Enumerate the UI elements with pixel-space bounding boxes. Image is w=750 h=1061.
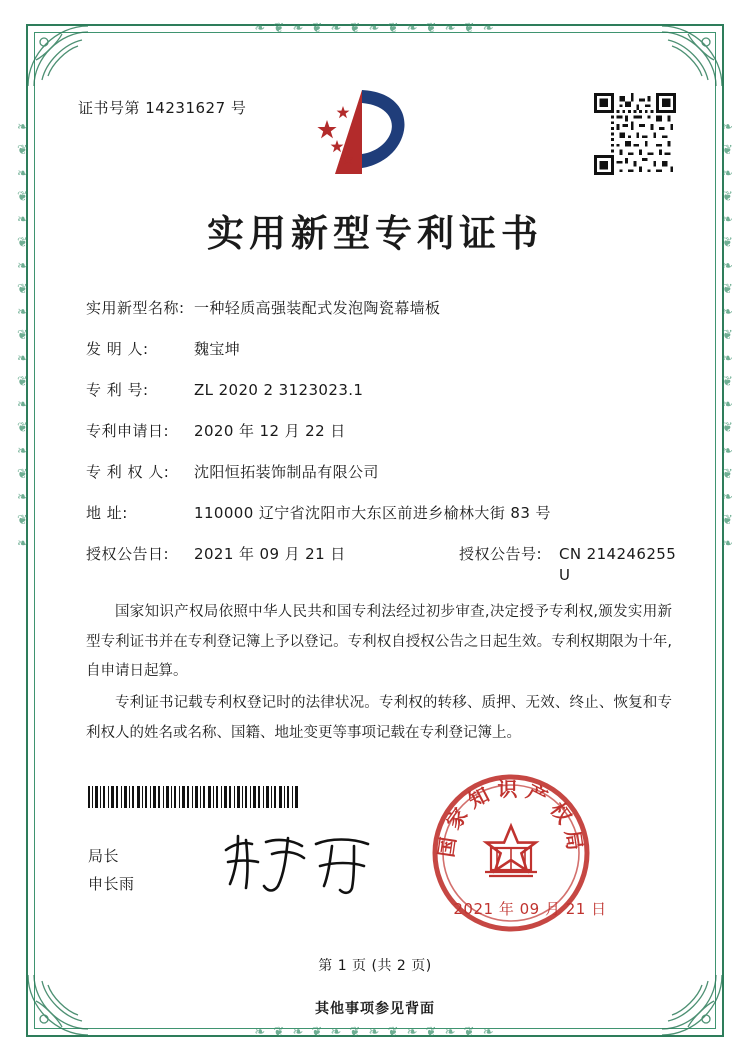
field-list — [86, 298, 680, 606]
field-value: 沈阳恒拓装饰制品有限公司 — [194, 463, 379, 481]
field-label: 实用新型名称: — [86, 299, 185, 317]
director-name-label: 申长雨 — [88, 874, 135, 893]
field-value-secondary: CN 214246255 U — [559, 545, 677, 584]
body-text — [86, 598, 672, 751]
field-label: 地 址: — [86, 504, 128, 522]
corner-ornament-icon — [656, 20, 728, 92]
field-row — [86, 503, 680, 524]
field-label: 授权公告日: — [86, 545, 170, 563]
edge-ornament-right: ❧ ❦ ❧ ❦ ❧ ❦ ❧ ❦ ❧ ❦ ❧ ❦ ❧ ❦ ❧ ❦ ❧ ❦ ❧ — [720, 120, 735, 554]
paragraph: 专利证书记载专利权登记时的法律状况。专利权的转移、质押、无效、终止、恢复和专利权人的姓名或名称、国籍、地址变更等事项记载在专利登记簿上。 — [86, 695, 672, 741]
field-row — [86, 298, 680, 319]
edge-ornament-top: ❧ ❦ ❧ ❦ ❧ ❦ ❧ ❦ ❧ ❦ ❧ ❦ ❧ — [254, 21, 496, 36]
edge-ornament-left: ❧ ❦ ❧ ❦ ❧ ❦ ❧ ❦ ❧ ❦ ❧ ❦ ❧ ❦ ❧ ❦ ❧ ❦ ❧ — [15, 120, 30, 554]
field-label-secondary: 授权公告号: — [459, 545, 543, 563]
barcode-icon — [88, 786, 300, 808]
seal-date: 2021 年 09 月 21 日 — [453, 900, 607, 918]
field-row — [86, 339, 680, 360]
field-value: ZL 2020 2 3123023.1 — [194, 381, 364, 399]
field-row — [86, 421, 680, 442]
handwritten-signature-icon — [212, 824, 392, 898]
field-row — [86, 462, 680, 483]
qr-code-icon — [594, 93, 676, 175]
field-value: 魏宝坤 — [194, 340, 241, 358]
cnipa-logo-icon — [305, 78, 425, 188]
director-role-label: 局长 — [88, 847, 120, 865]
field-label: 专 利 号: — [86, 381, 149, 399]
corner-ornament-icon — [22, 20, 94, 92]
signature-labels — [88, 843, 135, 899]
field-value: 一种轻质高强装配式发泡陶瓷幕墙板 — [194, 299, 441, 317]
page-title: 实用新型专利证书 — [207, 211, 543, 255]
field-row — [86, 380, 680, 401]
field-label: 专 利 权 人: — [86, 463, 170, 481]
field-label: 专利申请日: — [86, 422, 170, 440]
footnote: 其他事项参见背面 — [315, 1001, 435, 1017]
paragraph: 国家知识产权局依照中华人民共和国专利法经过初步审查,决定授予专利权,颁发实用新型专利证书并在专利登记簿上予以登记。专利权自授权公告之日起生效。专利权期限为十年,自申请日起算。 — [86, 604, 672, 680]
certificate-number: 证书号第 14231627 号 — [78, 99, 247, 117]
field-value: 2020 年 12 月 22 日 — [194, 422, 346, 440]
field-label: 发 明 人: — [86, 340, 149, 358]
svg-text:国家知识产权局: 国家知识产权局 — [433, 777, 589, 859]
field-value: 2021 年 09 月 21 日 — [194, 545, 346, 563]
field-value: 110000 辽宁省沈阳市大东区前进乡榆林大街 83 号 — [194, 504, 551, 522]
page-number: 第 1 页 (共 2 页) — [318, 958, 432, 974]
field-row-announcement — [86, 544, 680, 586]
edge-ornament-bottom: ❧ ❦ ❧ ❦ ❧ ❦ ❧ ❦ ❧ ❦ ❧ ❦ ❧ — [254, 1025, 496, 1040]
